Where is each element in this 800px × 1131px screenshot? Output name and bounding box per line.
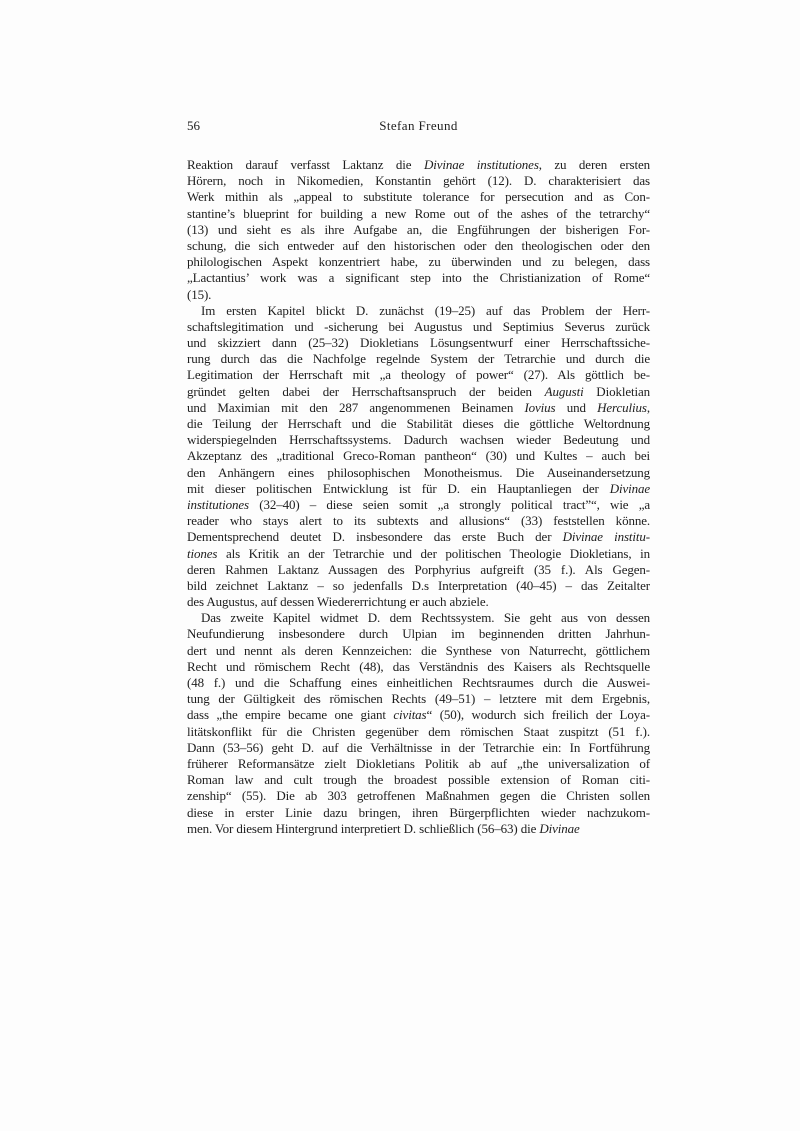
text-line: und skizziert dann (25–32) Diokletians Lösungsentwurf einer Herrschaftssiche- (187, 335, 650, 351)
text-line: Hörern, noch in Nikomedien, Konstantin gehört (12). D. charakterisiert das (187, 173, 650, 189)
text-line: gründet gelten dabei der Herrschaftsanspruch der beiden Augusti Diokletian (187, 383, 650, 399)
running-title: Stefan Freund (379, 118, 458, 133)
italic-text: tiones (187, 545, 218, 561)
text-line: „Lactantius’ work was a significant step into the Christianization of Rome“ (187, 270, 650, 286)
text-line: die Teilung der Herrschaft und die Stabilität dieses die göttliche Weltordnung (187, 416, 650, 431)
text-line: schung, die sich entweder auf den historischen oder den theologischen oder den (187, 237, 650, 253)
paragraph (187, 610, 650, 837)
text-line: zenship“ (55). Die ab 303 getroffenen Maßnahmen gegen die Christen sollen (187, 788, 650, 804)
text-line: dert und nennt als deren Kennzeichen: die Synthese von Naturrecht, göttlichem (187, 642, 650, 658)
text-line: tung der Gültigkeit des römischen Rechts (49–51) – letztere mit dem Ergebnis, (187, 691, 650, 707)
text-line: Legitimation der Herrschaft mit „a theology of power“ (27). Als göttlich be- (187, 367, 650, 383)
text-line: reader who stays alert to its subtexts and allusions“ (33) feststellen könne. (187, 513, 650, 529)
italic-text: Divinae (539, 820, 580, 836)
text-line: stantine’s blueprint for building a new Rome out of the ashes of the tetrarchy“ (187, 205, 650, 221)
italic-text: Divinae institutiones (423, 157, 539, 172)
text-line: deren Rahmen Laktanz Aussagen des Porphyrius aufgreift (35 f.). Als Gegen- (187, 561, 650, 577)
text-line: Recht und römischem Recht (48), das Verständnis des Kaisers als Rechtsquelle (187, 658, 650, 674)
italic-text: Herculius (597, 399, 647, 415)
text-line: litätskonflikt für die Christen gegenüber dem römischen Staat zuspitzt (51 f.). (187, 723, 650, 739)
page-number: 56 (187, 118, 200, 133)
text-line: Dementsprechend deutet D. insbesondere das erste Buch der Divinae institu- (187, 529, 650, 545)
italic-text: civitas (393, 707, 427, 723)
text-line: tiones als Kritik an der Tetrarchie und der politischen Theologie Diokletians, in (187, 545, 650, 561)
text-line: bild zeichnet Laktanz – so jedenfalls D.s Interpretation (40–45) – das Zeitalter (187, 577, 650, 593)
text-line: (15). (187, 286, 212, 302)
italic-text: institutiones (187, 496, 249, 512)
text-line: Akzeptanz des „traditional Greco-Roman pantheon“ (30) und Kultes – auch bei (187, 448, 650, 464)
text-line: Im ersten Kapitel blickt D. zunächst (19–25) auf das Problem der Herr- (201, 302, 650, 318)
text-line: des Augustus, auf dessen Wiedererrichtung er auch abziele. (187, 594, 489, 610)
text-line: philologischen Aspekt konzentriert habe, zu überwinden und zu belegen, dass (187, 254, 650, 270)
text-line: diese in erster Linie dazu bringen, ihren Bürgerpflichten wieder nachzukom- (187, 804, 650, 820)
text-line: schaftslegitimation und -sicherung bei Augustus und Septimius Severus zurück (187, 318, 650, 334)
text-line: Werk mithin als „appeal to substitute tolerance for persecution and as Con- (187, 189, 650, 205)
text-line: institutiones (32–40) – diese seien somit „a strongly political tract”“, wie „a (187, 496, 650, 512)
text-line: und Maximian mit den 287 angenommenen Beinamen Iovius und Herculius, (187, 399, 650, 415)
text-line: rung durch das die Nachfolge regelnde System der Tetrarchie und durch die (187, 351, 650, 367)
italic-text: Iovius (524, 399, 556, 415)
paragraph (187, 303, 650, 611)
text-line: mit dieser politischen Entwicklung ist für D. ein Hauptanliegen der Divinae (187, 480, 650, 496)
text-line: Roman law and cult trough the broadest possible extension of Roman citi- (187, 772, 650, 788)
italic-text: Augusti (544, 383, 584, 399)
text-line: (48 f.) und die Schaffung eines einheitlichen Rechtsraumes durch die Auswei- (187, 675, 650, 690)
text-line: Neufundierung insbesondere durch Ulpian im beginnenden dritten Jahrhun- (187, 626, 650, 642)
page-header (187, 118, 650, 134)
text-line: früherer Reformansätze zielt Diokletians Politik ab auf „the universalization of (187, 755, 650, 771)
text-line: Reaktion darauf verfasst Laktanz die Divinae institutiones, zu deren ersten (187, 157, 650, 172)
text-line: Dann (53–56) geht D. auf die Verhältnisse in der Tetrarchie ein: In Fortführung (187, 739, 650, 755)
text-line: Das zweite Kapitel widmet D. dem Rechtssystem. Sie geht aus von dessen (201, 610, 650, 626)
text-line: widerspiegelnden Herrschaftssystems. Dadurch wachsen wieder Bedeutung und (187, 432, 650, 448)
italic-text: Divinae institu- (562, 529, 650, 545)
italic-text: Divinae (609, 480, 650, 496)
text-line: den Anhängern eines philosophischen Monotheismus. Die Auseinandersetzung (187, 464, 650, 480)
paragraph (187, 157, 650, 303)
text-line: (13) und sieht es als ihre Aufgabe an, die Engführungen der bisherigen For- (187, 221, 650, 237)
text-line: dass „the empire became one giant civitas“ (50), wodurch sich freilich der Loya- (187, 707, 650, 723)
document-body (187, 157, 650, 837)
text-line: men. Vor diesem Hintergrund interpretiert D. schließlich (56–63) die Divinae (187, 820, 580, 836)
